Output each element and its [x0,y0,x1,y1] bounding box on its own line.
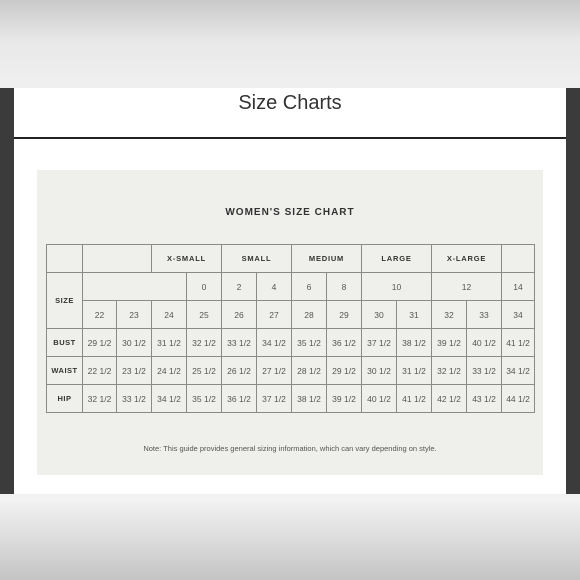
hip-row [47,385,535,413]
numeric-size-cell: 31 [397,301,432,329]
us-size-cell: 12 [432,273,502,301]
us-size-cell: 6 [292,273,327,301]
measurement-cell: 37 1/2 [362,329,397,357]
measurement-cell: 36 1/2 [222,385,257,413]
group-header-row [47,245,535,273]
measurement-cell: 22 1/2 [83,357,117,385]
bust-row [47,329,535,357]
us-size-cell: 14 [502,273,535,301]
numeric-size-cell: 33 [467,301,502,329]
group-header-blank [83,245,152,273]
measurement-cell: 35 1/2 [187,385,222,413]
measurement-cell: 33 1/2 [467,357,502,385]
numeric-size-cell: 22 [83,301,117,329]
measurement-cell: 33 1/2 [222,329,257,357]
measurement-cell: 34 1/2 [152,385,187,413]
measurement-cell: 29 1/2 [327,357,362,385]
measurement-cell: 31 1/2 [152,329,187,357]
group-header-blank-end [502,245,535,273]
measurement-cell: 32 1/2 [432,357,467,385]
group-header-small: SMALL [222,245,292,273]
us-size-blank [83,273,187,301]
numeric-size-cell: 25 [187,301,222,329]
measurement-cell: 27 1/2 [257,357,292,385]
measurement-cell: 43 1/2 [467,385,502,413]
measurement-cell: 35 1/2 [292,329,327,357]
measurement-cell: 41 1/2 [397,385,432,413]
measurement-cell: 40 1/2 [467,329,502,357]
frame-right [566,88,580,494]
us-size-cell: 4 [257,273,292,301]
measurement-cell: 30 1/2 [362,357,397,385]
us-size-cell: 10 [362,273,432,301]
us-size-row [47,273,535,301]
waist-label: WAIST [47,357,83,385]
numeric-size-cell: 27 [257,301,292,329]
waist-row [47,357,535,385]
measurement-cell: 28 1/2 [292,357,327,385]
measurement-cell: 38 1/2 [397,329,432,357]
numeric-size-cell: 24 [152,301,187,329]
bust-label: BUST [47,329,83,357]
numeric-size-row [47,301,535,329]
measurement-cell: 42 1/2 [432,385,467,413]
measurement-cell: 39 1/2 [432,329,467,357]
page-title: Size Charts [238,92,342,114]
numeric-size-cell: 32 [432,301,467,329]
group-header-large: LARGE [362,245,432,273]
numeric-size-cell: 30 [362,301,397,329]
measurement-cell: 38 1/2 [292,385,327,413]
numeric-size-cell: 28 [292,301,327,329]
measurement-cell: 33 1/2 [117,385,152,413]
measurement-cell: 23 1/2 [117,357,152,385]
measurement-cell: 40 1/2 [362,385,397,413]
measurement-cell: 34 1/2 [502,357,535,385]
measurement-cell: 24 1/2 [152,357,187,385]
measurement-cell: 30 1/2 [117,329,152,357]
us-size-cell: 0 [187,273,222,301]
us-size-cell: 8 [327,273,362,301]
us-size-cell: 2 [222,273,257,301]
chart-title: WOMEN'S SIZE CHART [225,207,355,218]
measurement-cell: 26 1/2 [222,357,257,385]
size-chart-panel [37,170,543,475]
numeric-size-cell: 26 [222,301,257,329]
sizing-note: Note: This guide provides general sizing information, which can vary depending on style. [143,444,437,453]
measurement-cell: 44 1/2 [502,385,535,413]
numeric-size-cell: 29 [327,301,362,329]
measurement-cell: 31 1/2 [397,357,432,385]
hip-label: HIP [47,385,83,413]
title-divider [14,137,566,139]
frame-left [0,88,14,494]
group-header-x-large: X-LARGE [432,245,502,273]
size-label: SIZE [47,273,83,329]
measurement-cell: 32 1/2 [187,329,222,357]
size-table [46,244,535,413]
corner-cell [47,245,83,273]
measurement-cell: 29 1/2 [83,329,117,357]
measurement-cell: 32 1/2 [83,385,117,413]
measurement-cell: 25 1/2 [187,357,222,385]
measurement-cell: 34 1/2 [257,329,292,357]
numeric-size-cell: 34 [502,301,535,329]
measurement-cell: 36 1/2 [327,329,362,357]
measurement-cell: 37 1/2 [257,385,292,413]
measurement-cell: 41 1/2 [502,329,535,357]
measurement-cell: 39 1/2 [327,385,362,413]
numeric-size-cell: 23 [117,301,152,329]
group-header-x-small: X-SMALL [152,245,222,273]
group-header-medium: MEDIUM [292,245,362,273]
page-card [14,88,566,494]
